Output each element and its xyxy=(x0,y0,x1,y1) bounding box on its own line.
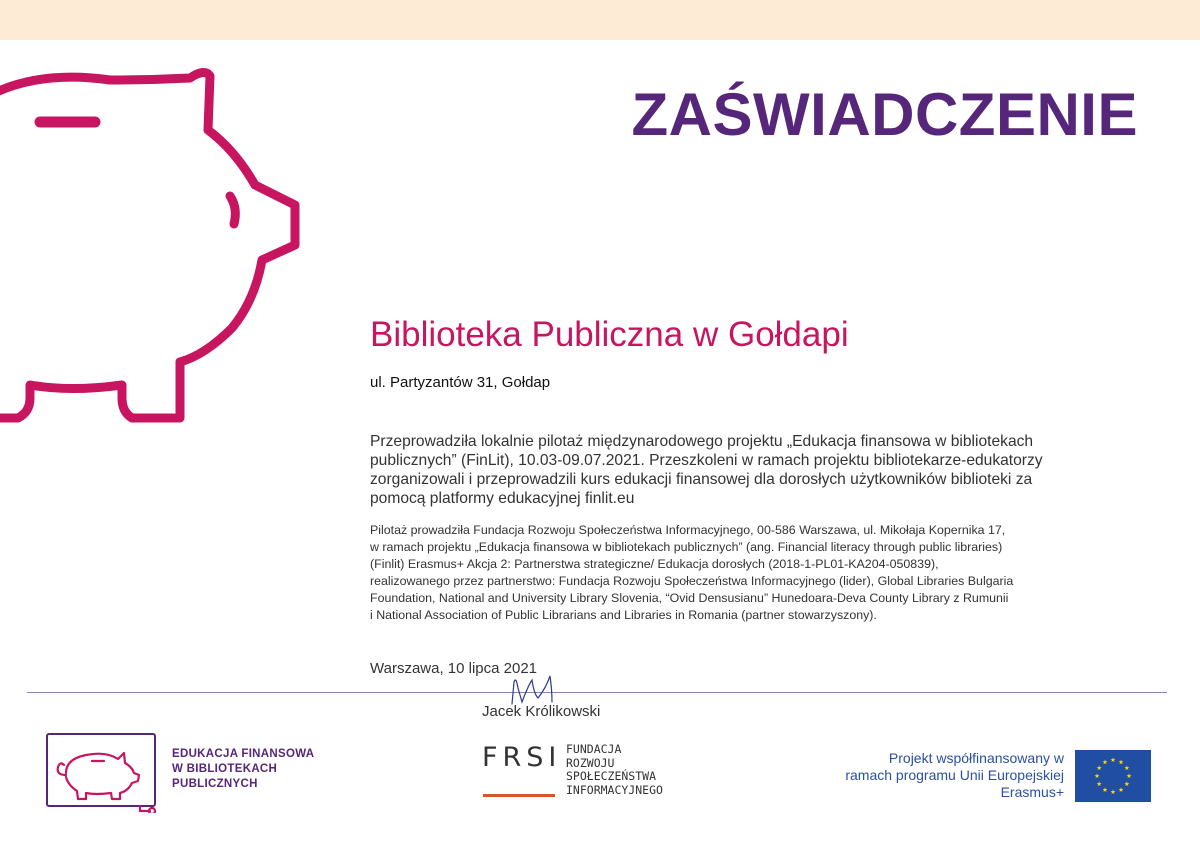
frsi-line: FUNDACJA xyxy=(566,742,622,756)
body-line: Przeprowadziła lokalnie pilotaż międzynarodowego projektu „Edukacja finansowa w bibliotekach xyxy=(370,433,1034,450)
details-line: i National Association of Public Librarians and Libraries in Romania (partner stowarzyszony). xyxy=(370,608,877,622)
piggy-bank-icon xyxy=(0,60,320,440)
details-line: w ramach projektu „Edukacja finansowa w bibliotekach publicznych” (ang. Financial literacy through public libraries) xyxy=(370,540,1003,554)
efbp-logo-text xyxy=(172,747,314,792)
footer-divider xyxy=(27,692,1167,693)
frsi-line: SPOŁECZEŃSTWA xyxy=(566,769,657,783)
eu-flag-icon xyxy=(1075,750,1151,802)
frsi-logo-text xyxy=(566,743,663,797)
frsi-logo-bar xyxy=(483,794,555,797)
certificate-body xyxy=(370,432,1130,508)
piggy-bank-icon xyxy=(58,753,155,813)
recipient-name: Biblioteka Publiczna w Gołdapi xyxy=(370,315,849,354)
body-line: zorganizowali i przeprowadzili kurs edukacji finansowej dla dorosłych użytkowników biblioteki za xyxy=(370,471,1033,488)
place-and-date: Warszawa, 10 lipca 2021 xyxy=(370,660,538,677)
eu-line: Erasmus+ xyxy=(1000,784,1064,800)
project-details xyxy=(370,522,1130,624)
efbp-line: PUBLICZNYCH xyxy=(172,778,258,790)
details-line: realizowanego przez partnerstwo: Fundacja Rozwoju Społeczeństwa Informacyjnego (lider), Global Libraries Bulgaria xyxy=(370,574,1014,588)
eu-line: Projekt współfinansowany w xyxy=(888,750,1064,766)
eu-line: ramach programu Unii Europejskiej xyxy=(845,767,1064,783)
efbp-line: EDUKACJA FINANSOWA xyxy=(172,748,315,760)
recipient-address: ul. Partyzantów 31, Gołdap xyxy=(370,374,551,391)
signer-name: Jacek Królikowski xyxy=(482,703,601,720)
frsi-line: ROZWOJU xyxy=(566,755,615,770)
body-line: pomocą platformy edukacyjnej finlit.eu xyxy=(370,490,635,507)
efbp-logo xyxy=(44,731,164,813)
body-line: publicznych” (FinLit), 10.03-09.07.2021. Przeszkoleni w ramach projektu bibliotekarze-edukatorzy xyxy=(370,452,1043,469)
frsi-line: INFORMACYJNEGO xyxy=(566,782,663,797)
top-band xyxy=(0,0,1200,40)
efbp-line: W BIBLIOTEKACH xyxy=(172,763,278,775)
eu-funding-note xyxy=(760,750,1064,801)
frsi-logo-mark: FRSI xyxy=(482,742,562,773)
details-line: Foundation, National and University Library Slovenia, “Ovid Densusianu” Hunedoara-Deva County Library z Rumunii xyxy=(370,591,1009,605)
certificate-title: ZAŚWIADCZENIE xyxy=(631,81,1138,148)
details-line: (Finlit) Erasmus+ Akcja 2: Partnerstwa strategiczne/ Edukacja dorosłych (2018-1-PL01-KA204-050839), xyxy=(370,557,939,571)
handwritten-signature xyxy=(500,668,560,708)
details-line: Pilotaż prowadziła Fundacja Rozwoju Społeczeństwa Informacyjnego, 00-586 Warszawa, ul. Mikołaja Kopernika 17, xyxy=(370,523,1006,537)
